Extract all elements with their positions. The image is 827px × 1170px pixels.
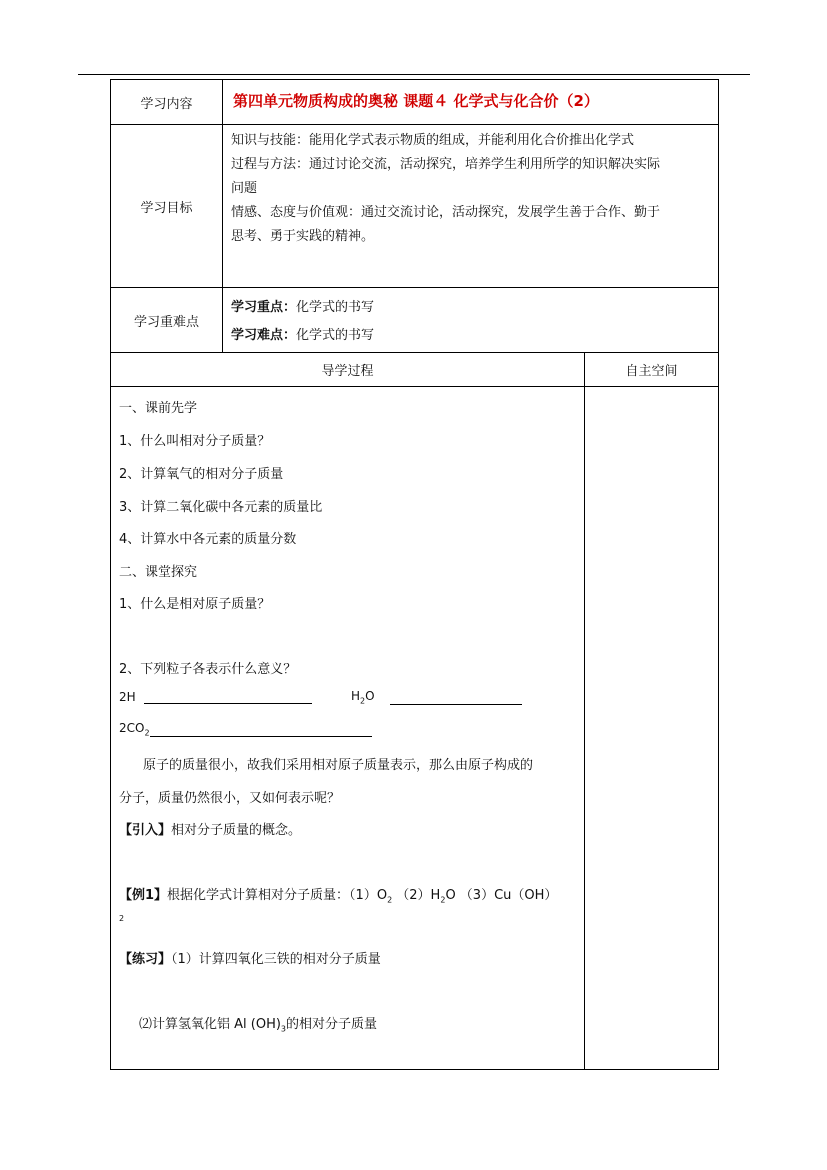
practice-line — [119, 948, 381, 967]
answer-blank — [144, 689, 312, 704]
example-sub: 2 — [387, 895, 393, 905]
practice-2-line — [139, 1013, 377, 1034]
lesson-title-cell — [223, 80, 719, 125]
answer-blank — [150, 722, 372, 737]
objectives-cell — [223, 125, 719, 288]
space-header: 自主空间 — [585, 353, 719, 387]
section-pre-study: 一、课前先学 — [119, 401, 198, 416]
2co2-text: 2CO — [119, 721, 145, 735]
particle-2co2 — [119, 721, 372, 737]
top-rule — [78, 74, 750, 75]
inquiry-1: 1、什么是相对原子质量？ — [119, 597, 271, 612]
difficulty-label: 学习难点： — [231, 328, 297, 343]
intro-text: 相对分子质量的概念。 — [171, 823, 302, 838]
objective-line: 情感、态度与价值观：通过交流讨论，活动探究，发展学生善于合作、勤于 — [231, 205, 661, 220]
answer-blank — [390, 690, 522, 705]
objective-line: 知识与技能：能用化学式表示物质的组成，并能利用化合价推出化学式 — [231, 133, 635, 148]
example-text: O （3）Cu（OH） — [445, 888, 558, 903]
lesson-table — [110, 79, 719, 1070]
example-text: 根据化学式计算相对分子质量：（1）O — [167, 888, 388, 903]
h2o-h: H — [351, 689, 361, 703]
paragraph-line-2: 分子，质量仍然很小，又如何表示呢？ — [119, 791, 341, 806]
question-4: 4、计算水中各元素的质量分数 — [119, 532, 297, 547]
focus-label: 学习重点： — [231, 300, 297, 315]
focus-line — [231, 294, 710, 322]
content-label: 学习内容 — [111, 80, 223, 125]
2co2-sub: 2 — [144, 728, 150, 738]
h2o-sub: 2 — [360, 696, 366, 706]
objectives-label: 学习目标 — [111, 125, 223, 288]
focus-text: 化学式的书写 — [296, 300, 375, 315]
keypoints-cell — [223, 288, 719, 353]
example-tag: 【例1】 — [119, 888, 168, 903]
practice-2-tail: 的相对分子质量 — [286, 1017, 378, 1032]
example-sub: 2 — [440, 895, 446, 905]
paragraph-line-1: 原子的质量很小，故我们采用相对原子质量表示，那么由原子构成的 — [143, 758, 534, 773]
example-line — [119, 884, 557, 905]
difficulty-text: 化学式的书写 — [296, 328, 375, 343]
difficulty-line — [231, 322, 710, 350]
space-body — [585, 387, 719, 1070]
keypoints-label: 学习重难点 — [111, 288, 223, 353]
objective-line: 问题 — [231, 181, 258, 196]
intro-line — [119, 819, 301, 838]
objective-line: 思考、勇于实践的精神。 — [231, 229, 375, 244]
question-1: 1、什么叫相对分子质量？ — [119, 434, 271, 449]
process-body — [111, 387, 585, 1070]
objective-line: 过程与方法：通过讨论交流，活动探究，培养学生利用所学的知识解决实际 — [231, 157, 661, 172]
practice-tag: 【练习】 — [119, 952, 172, 967]
question-3: 3、计算二氧化碳中各元素的质量比 — [119, 500, 323, 515]
particle-2h-label: 2H — [119, 690, 136, 704]
process-header: 导学过程 — [111, 353, 585, 387]
example-text: （2）H — [392, 888, 441, 903]
particle-h2o — [351, 689, 522, 705]
practice-text: （1）计算四氧化三铁的相对分子质量 — [171, 952, 381, 967]
intro-tag: 【引入】 — [119, 823, 172, 838]
inquiry-2: 2、下列粒子各表示什么意义？ — [119, 662, 297, 677]
question-2: 2、计算氧气的相对分子质量 — [119, 467, 284, 482]
lesson-title: 第四单元物质构成的奥秘 课题４ 化学式与化合价（2） — [233, 92, 599, 110]
example-wrap-sub: 2 — [119, 914, 125, 923]
particle-2h — [119, 689, 312, 704]
practice-2-text: ⑵计算氢氧化铝 Al (OH) — [139, 1017, 281, 1032]
h2o-o: O — [365, 689, 375, 703]
section-inquiry: 二、课堂探究 — [119, 565, 198, 580]
practice-2-sub: 3 — [280, 1024, 287, 1034]
